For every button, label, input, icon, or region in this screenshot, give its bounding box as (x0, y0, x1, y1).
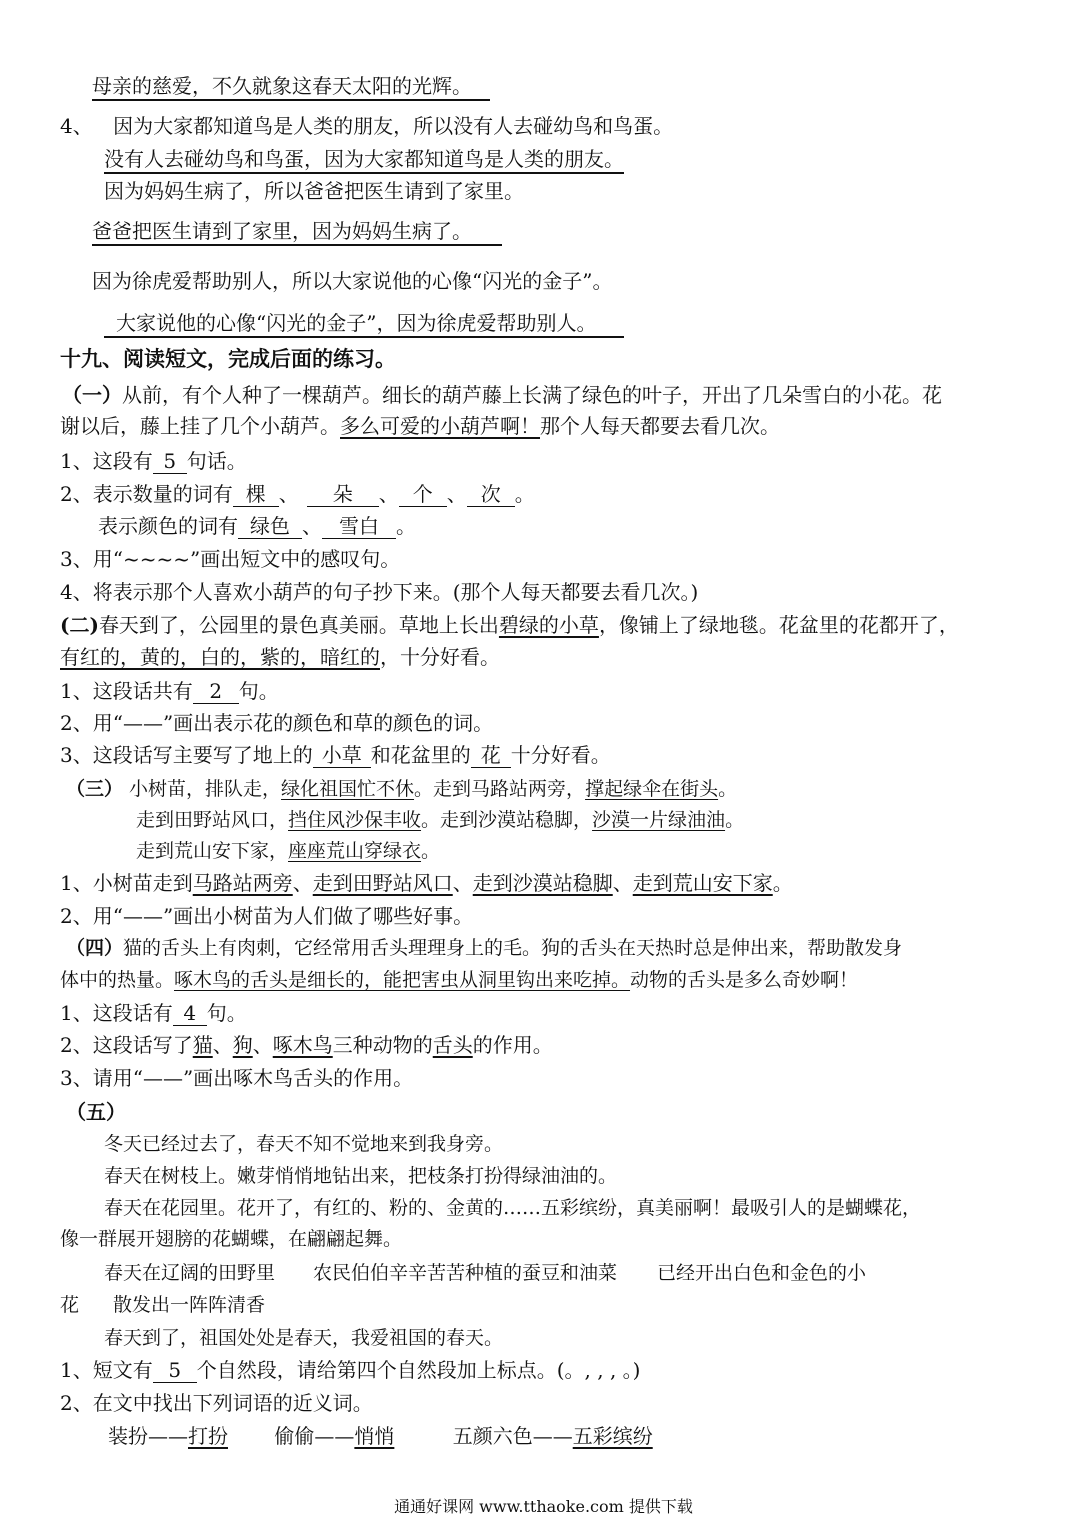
passage-3-line-2: 走到田野站风口，挡住风沙保丰收。走到沙漠站稳脚，沙漠一片绿油油。 (136, 809, 745, 831)
passage-5-para-3-line-2: 像一群展开翅膀的花蝴蝶，在翩翩起舞。 (60, 1228, 403, 1250)
p1-question-2: 2、表示数量的词有 棵 、 朵 、 个 、 次 。 (60, 482, 535, 506)
p2-question-3: 3、这段话写主要写了地上的 小草 和花盆里的 花 十分好看。 (60, 743, 611, 767)
p1-question-4: 4、将表示那个人喜欢小葫芦的句子抄下来。(那个人每天都要去看几次。) (60, 580, 699, 604)
rewrite-answer-4: 没有人去碰幼鸟和鸟蛋，因为大家都知道鸟是人类的朋友。 (104, 145, 624, 173)
passage-5-para-5: 春天到了，祖国处处是春天，我爱祖国的春天。 (104, 1327, 504, 1349)
passage-5-para-4-line-2: 花 散发出一阵阵清香 (60, 1294, 266, 1316)
p5-question-1: 1、短文有 5 个自然段，请给第四个自然段加上标点。(。, , , 。) (60, 1358, 641, 1382)
passage-5-label: （五） (66, 1100, 126, 1124)
question-4: 4、 因为大家都知道鸟是人类的朋友，所以没有人去碰幼鸟和鸟蛋。 (60, 114, 674, 138)
answer-blank: 4 (173, 1001, 207, 1026)
passage-2-line-1: (二)春天到了，公园里的景色真美丽。草地上长出碧绿的小草，像铺上了绿地毯。花盆里的花都开了， (60, 613, 959, 637)
answer-blank: 花 (471, 743, 511, 768)
p1-question-1: 1、这段有 5 句话。 (60, 449, 247, 473)
p2-question-2: 2、用“——”画出表示花的颜色和草的颜色的词。 (60, 711, 494, 735)
section-19-title: 十九、阅读短文，完成后面的练习。 (60, 346, 396, 371)
answer-blank: 2 (193, 679, 239, 704)
synonym-pair: 五颜六色——五彩缤纷 (452, 1424, 653, 1448)
passage-5-para-2: 春天在树枝上。嫩芽悄悄地钻出来，把枝条打扮得绿油油的。 (104, 1165, 618, 1187)
p4-question-1: 1、这段话有 4 句。 (60, 1001, 247, 1025)
answer-blank: 朵 (307, 482, 379, 507)
passage-5-para-3-line-1: 春天在花园里。花开了，有红的、粉的、金黄的……五彩缤纷，真美丽啊！最吸引人的是蝴蝶花， (104, 1197, 922, 1219)
passage-2-line-2: 有红的，黄的，白的，紫的，暗红的，十分好看。 (60, 645, 500, 669)
passage-4-line-2: 体中的热量。啄木鸟的舌头是细长的，能把害虫从洞里钩出来吃掉。动物的舌头是多么奇妙啊！ (60, 969, 859, 991)
passage-5-para-1: 冬天已经过去了，春天不知不觉地来到我身旁。 (104, 1133, 504, 1155)
passage-4-line-1: （四）猫的舌头上有肉刺，它经常用舌头理理身上的毛。狗的舌头在天热时总是伸出来，帮助散发身 (66, 937, 903, 959)
passage-5-para-4-line-1: 春天在辽阔的田野里 农民伯伯辛辛苦苦种植的蚕豆和油菜 已经开出白色和金色的小 (104, 1262, 867, 1284)
page-footer: 通通好课网 www.tthaoke.com 提供下载 (394, 1497, 693, 1516)
p4-question-2: 2、这段话写了猫、狗、啄木鸟三种动物的舌头的作用。 (60, 1033, 553, 1057)
passage-3-line-3: 走到荒山安下家，座座荒山穿绿衣。 (136, 840, 441, 862)
passage-1-line-1: （一）从前，有个人种了一棵葫芦。细长的葫芦藤上长满了绿色的叶子，开出了几朵雪白的小花。花 (62, 383, 942, 407)
answer-blank: 雪白 (322, 514, 396, 539)
synonym-row (108, 1422, 653, 1450)
p4-question-3: 3、请用“——”画出啄木鸟舌头的作用。 (60, 1066, 414, 1090)
answer-blank: 棵 (233, 482, 279, 507)
answer-blank: 个 (399, 482, 447, 507)
question-6: 因为徐虎爱帮助别人，所以大家说他的心像“闪光的金子”。 (92, 269, 613, 293)
question-5: 因为妈妈生病了，所以爸爸把医生请到了家里。 (104, 179, 524, 203)
synonym-pair: 偷偷——悄悄 (274, 1424, 395, 1448)
synonym-pair: 装扮——打扮 (108, 1424, 228, 1448)
p1-question-3: 3、用“~~~~”画出短文中的感叹句。 (60, 547, 401, 571)
passage-1-line-2: 谢以后，藤上挂了几个小葫芦。多么可爱的小葫芦啊！那个人每天都要去看几次。 (60, 414, 780, 438)
answer-blank: 小草 (313, 743, 371, 768)
answer-blank: 绿色 (238, 514, 302, 539)
rewrite-answer-1: 母亲的慈爱，不久就象这春天太阳的光辉。 (92, 72, 490, 100)
answer-blank: 5 (153, 1358, 197, 1383)
answer-blank: 5 (153, 449, 187, 474)
p2-question-1: 1、这段话共有 2 句。 (60, 679, 279, 703)
p5-question-2: 2、在文中找出下列词语的近义词。 (60, 1391, 373, 1415)
answer-blank: 次 (467, 482, 515, 507)
rewrite-answer-5: 爸爸把医生请到了家里，因为妈妈生病了。 (92, 217, 502, 245)
passage-3-line-1: （三） 小树苗，排队走，绿化祖国忙不休。走到马路站两旁，撑起绿伞在街头。 (66, 778, 738, 800)
p1-question-2b: 表示颜色的词有 绿色 、 雪白 。 (98, 514, 416, 538)
p3-question-2: 2、用“——”画出小树苗为人们做了哪些好事。 (60, 904, 474, 928)
rewrite-answer-6: 大家说他的心像“闪光的金子”，因为徐虎爱帮助别人。 (104, 309, 624, 337)
p3-question-1: 1、小树苗走到马路站两旁、走到田野站风口、走到沙漠站稳脚、走到荒山安下家。 (60, 871, 793, 895)
